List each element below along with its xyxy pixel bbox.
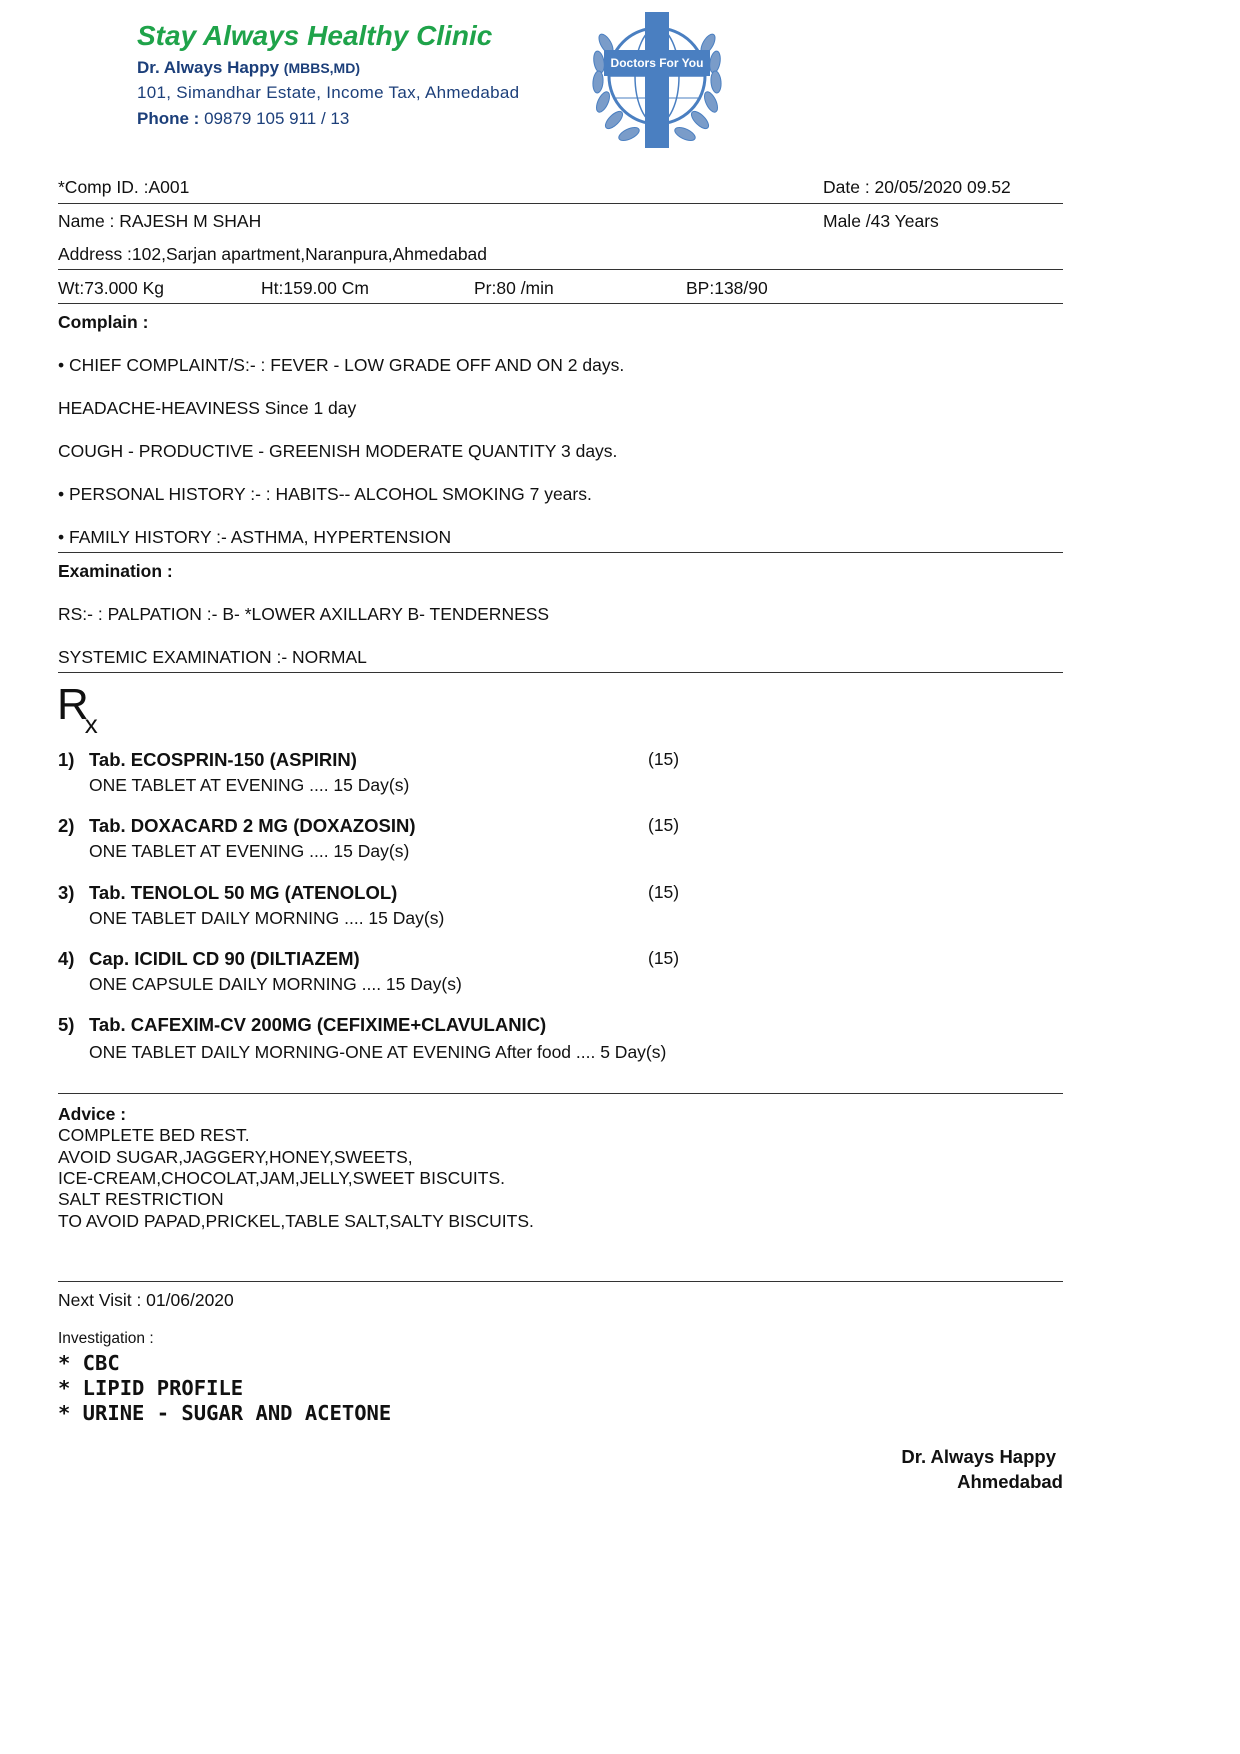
medicine-dosage: ONE TABLET DAILY MORNING-ONE AT EVENING After food .... 5 Day(s) — [89, 1042, 667, 1062]
vital-bp: BP:138/90 — [686, 278, 768, 298]
complain-line: HEADACHE-HEAVINESS Since 1 day — [58, 398, 357, 418]
investigation-label: Investigation : — [58, 1330, 154, 1347]
divider — [58, 203, 1063, 204]
medicine-quantity: (15) — [648, 815, 680, 835]
logo-text: Doctors For You — [610, 56, 704, 70]
complain-line: • PERSONAL HISTORY :- : HABITS-- ALCOHOL SMOKING 7 years. — [58, 484, 592, 504]
examination-line: RS:- : PALPATION :- B- *LOWER AXILLARY B- TENDERNESS — [58, 604, 550, 624]
advice-title: Advice : — [58, 1104, 127, 1124]
medicine-name: Tab. TENOLOL 50 MG (ATENOLOL) — [89, 882, 398, 903]
medicine-name: Cap. ICIDIL CD 90 (DILTIAZEM) — [89, 948, 360, 969]
rx-symbol-x: x — [84, 709, 98, 739]
phone-label: Phone : — [137, 109, 200, 128]
divider — [58, 1281, 1063, 1282]
comp-id: *Comp ID. :A001 — [58, 177, 190, 197]
advice-line: TO AVOID PAPAD,PRICKEL,TABLE SALT,SALTY BISCUITS. — [58, 1211, 534, 1231]
vital-height: Ht:159.00 Cm — [261, 278, 369, 298]
medicine-name: Tab. CAFEXIM-CV 200MG (CEFIXIME+CLAVULANIC) — [89, 1014, 547, 1035]
next-visit: Next Visit : 01/06/2020 — [58, 1290, 234, 1310]
advice-line: AVOID SUGAR,JAGGERY,HONEY,SWEETS, — [58, 1147, 413, 1167]
clinic-phone — [137, 109, 349, 129]
complain-line: • FAMILY HISTORY :- ASTHMA, HYPERTENSION — [58, 527, 452, 547]
vital-pulse: Pr:80 /min — [474, 278, 554, 298]
medicine-dosage: ONE CAPSULE DAILY MORNING .... 15 Day(s) — [89, 974, 462, 994]
divider — [58, 269, 1063, 270]
examination-title: Examination : — [58, 561, 173, 581]
medicine-quantity: (15) — [648, 749, 680, 769]
divider — [58, 552, 1063, 553]
doctor-degree: (MBBS,MD) — [283, 60, 360, 76]
medicine-number: 2) — [58, 815, 75, 836]
advice-line: COMPLETE BED REST. — [58, 1125, 250, 1145]
phone-value: 09879 105 911 / 13 — [204, 109, 350, 128]
doctor-name-line — [137, 58, 360, 78]
medicine-number: 3) — [58, 882, 75, 903]
medicine-number: 1) — [58, 749, 75, 770]
medicine-dosage: ONE TABLET AT EVENING .... 15 Day(s) — [89, 841, 410, 861]
investigation-item: * CBC — [58, 1351, 120, 1375]
divider — [58, 672, 1063, 673]
divider — [58, 303, 1063, 304]
investigation-item: * URINE - SUGAR AND ACETONE — [58, 1401, 392, 1425]
signature-city: Ahmedabad — [957, 1471, 1063, 1492]
medicine-name: Tab. ECOSPRIN-150 (ASPIRIN) — [89, 749, 357, 770]
advice-line: ICE-CREAM,CHOCOLAT,JAM,JELLY,SWEET BISCUITS. — [58, 1168, 505, 1188]
medicine-name: Tab. DOXACARD 2 MG (DOXAZOSIN) — [89, 815, 416, 836]
complain-line: COUGH - PRODUCTIVE - GREENISH MODERATE QUANTITY 3 days. — [58, 441, 618, 461]
rx-symbol-r: R — [57, 680, 89, 729]
examination-line: SYSTEMIC EXAMINATION :- NORMAL — [58, 647, 367, 667]
visit-date: Date : 20/05/2020 09.52 — [823, 177, 1011, 197]
patient-address: Address :102,Sarjan apartment,Naranpura,Ahmedabad — [58, 244, 488, 264]
clinic-address: 101, Simandhar Estate, Income Tax, Ahmedabad — [137, 83, 520, 102]
medicine-number: 4) — [58, 948, 75, 969]
medicine-quantity: (15) — [648, 882, 680, 902]
signature-name: Dr. Always Happy — [901, 1446, 1056, 1467]
patient-name: Name : RAJESH M SHAH — [58, 211, 262, 231]
doctors-for-you-logo — [582, 4, 732, 154]
investigation-item: * LIPID PROFILE — [58, 1376, 244, 1400]
doctor-name: Dr. Always Happy — [137, 58, 280, 77]
clinic-name: Stay Always Healthy Clinic — [137, 20, 493, 51]
complain-title: Complain : — [58, 312, 149, 332]
advice-line: SALT RESTRICTION — [58, 1189, 224, 1209]
medicine-quantity: (15) — [648, 948, 680, 968]
medicine-dosage: ONE TABLET AT EVENING .... 15 Day(s) — [89, 775, 410, 795]
medicine-dosage: ONE TABLET DAILY MORNING .... 15 Day(s) — [89, 908, 445, 928]
rx-symbol — [57, 680, 102, 739]
patient-gender-age: Male /43 Years — [823, 211, 939, 231]
medicine-number: 5) — [58, 1014, 75, 1035]
vital-weight: Wt:73.000 Kg — [58, 278, 165, 298]
divider — [58, 1093, 1063, 1094]
complain-line: • CHIEF COMPLAINT/S:- : FEVER - LOW GRADE OFF AND ON 2 days. — [58, 355, 625, 375]
